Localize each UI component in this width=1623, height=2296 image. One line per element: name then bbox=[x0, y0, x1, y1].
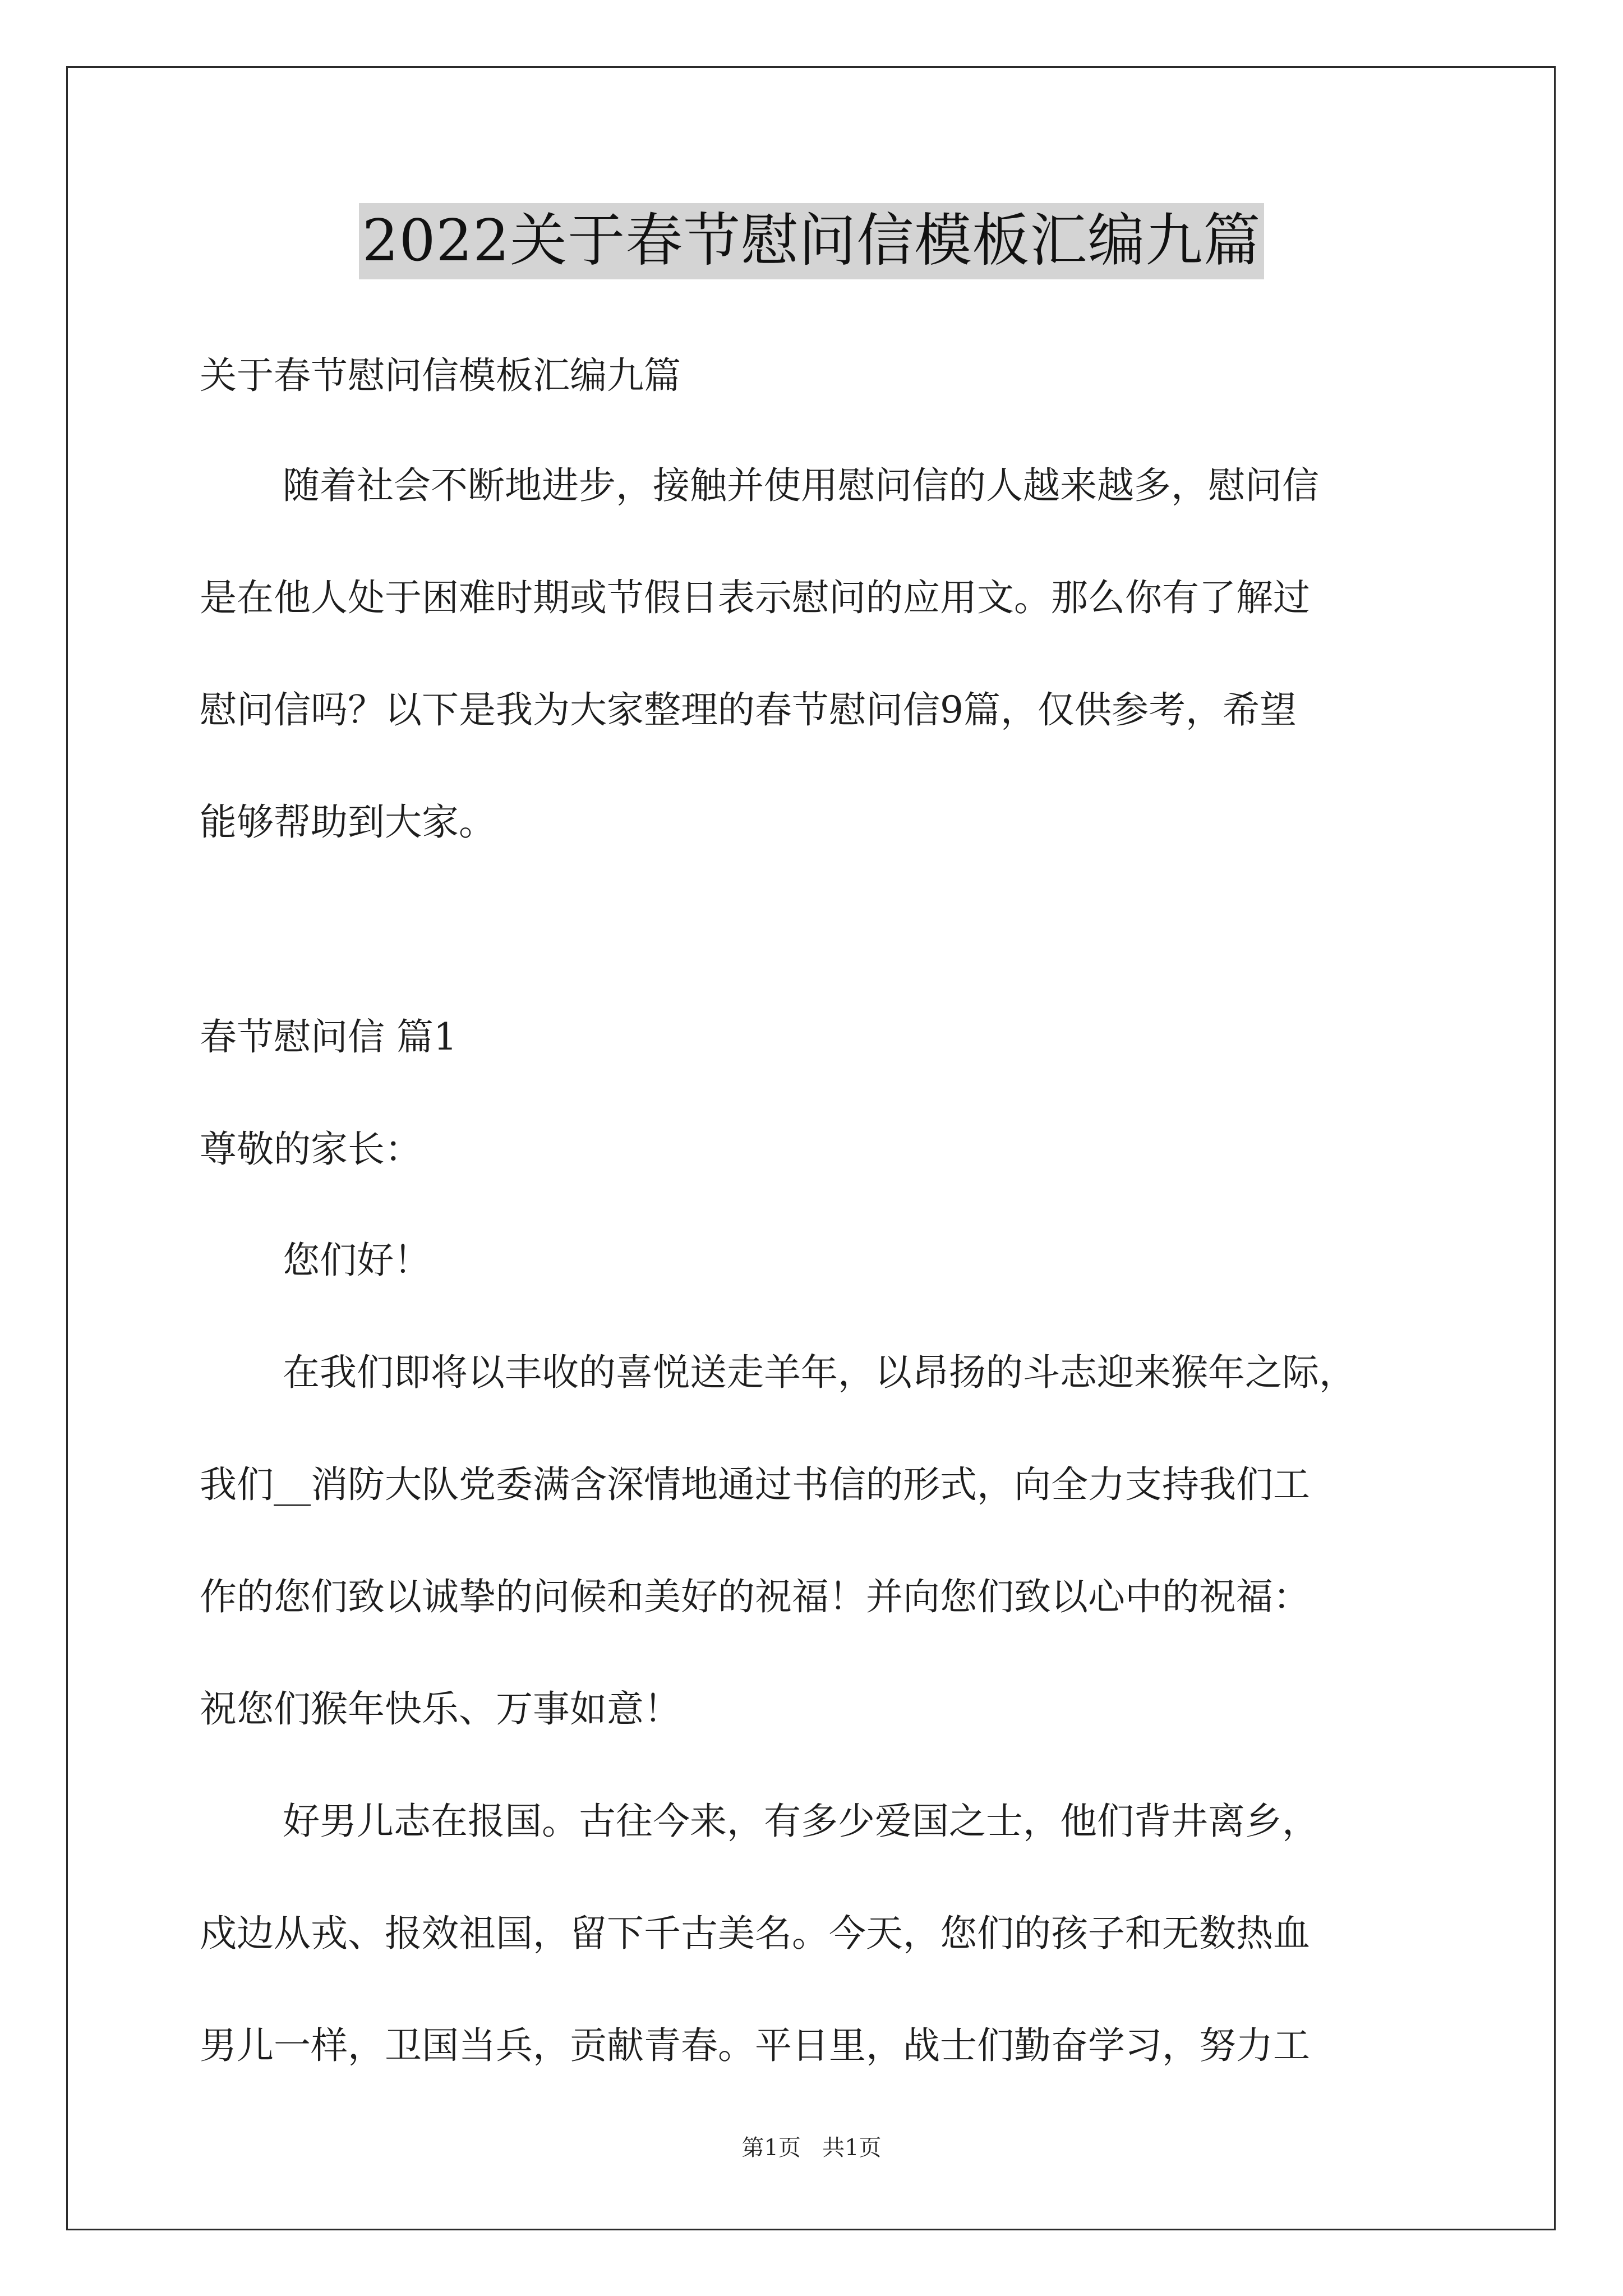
paragraph-line: 男儿一样，卫国当兵，贡献青春。平日里，战士们勤奋学习，努力工 bbox=[200, 2024, 1310, 2067]
document-subtitle: 关于春节慰问信模板汇编九篇 bbox=[200, 354, 681, 397]
paragraph-line: 在我们即将以丰收的喜悦送走羊年，以昂扬的斗志迎来猴年之际， bbox=[283, 1351, 1356, 1394]
paragraph-line: 祝您们猴年快乐、万事如意！ bbox=[200, 1687, 681, 1731]
page-number: 第1页 bbox=[741, 2135, 801, 2161]
intro-line: 随着社会不断地进步，接触并使用慰问信的人越来越多，慰问信 bbox=[283, 464, 1319, 507]
paragraph-line: 戍边从戎、报效祖国，留下千古美名。今天，您们的孩子和无数热血 bbox=[200, 1912, 1310, 1955]
title-container bbox=[0, 203, 1623, 279]
page-total: 共1页 bbox=[822, 2135, 882, 2161]
intro-line: 能够帮助到大家。 bbox=[200, 800, 496, 844]
salutation: 尊敬的家长： bbox=[200, 1128, 422, 1171]
page-footer bbox=[0, 2134, 1623, 2161]
section-heading: 春节慰问信 篇1 bbox=[200, 1015, 457, 1059]
greeting: 您们好！ bbox=[283, 1239, 431, 1282]
intro-line: 是在他人处于困难时期或节假日表示慰问的应用文。那么你有了解过 bbox=[200, 576, 1310, 619]
document-title: 2022关于春节慰问信模板汇编九篇 bbox=[359, 203, 1265, 279]
intro-line: 慰问信吗？以下是我为大家整理的春节慰问信9篇，仅供参考，希望 bbox=[200, 688, 1297, 731]
paragraph-line: 我们__消防大队党委满含深情地通过书信的形式，向全力支持我们工 bbox=[200, 1463, 1310, 1506]
paragraph-line: 作的您们致以诚挚的问候和美好的祝福！并向您们致以心中的祝福： bbox=[200, 1575, 1310, 1618]
paragraph-line: 好男儿志在报国。古往今来，有多少爱国之士，他们背井离乡， bbox=[283, 1800, 1319, 1843]
